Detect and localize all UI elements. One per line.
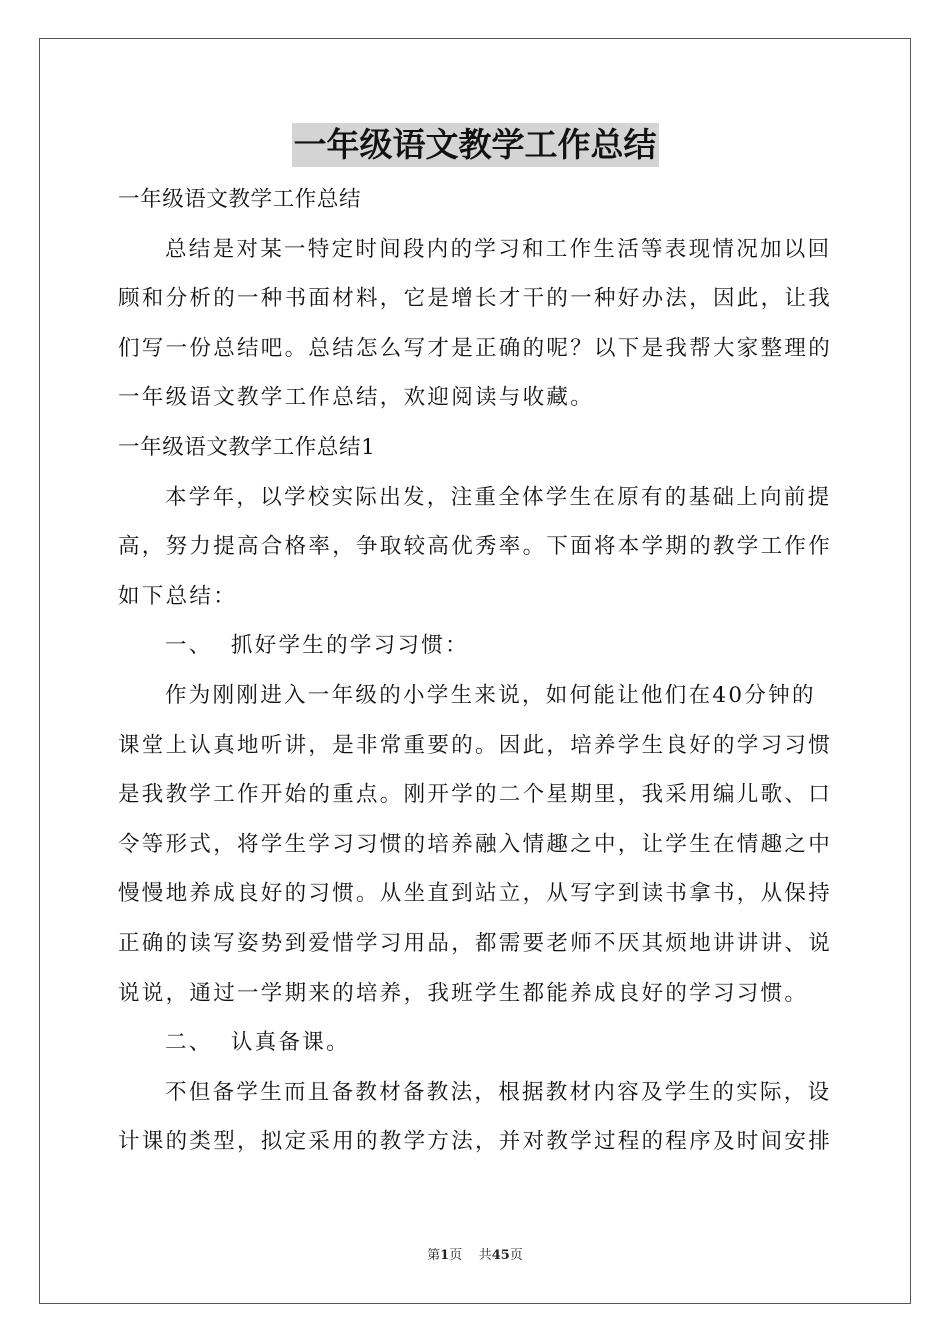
footer-total-suffix: 页 [509, 1248, 523, 1263]
page-footer [0, 1247, 950, 1265]
paragraph-line: 总结是对某一特定时间段内的学习和工作生活等表现情况加以回 [165, 236, 832, 262]
paragraph-line: 顾和分析的一种书面材料，它是增长才干的一种好办法，因此，让我 [118, 286, 833, 312]
paragraph-line: 们写一份总结吧。总结怎么写才是正确的呢？以下是我帮大家整理的 [118, 335, 833, 361]
paragraph-line: 高，努力提高合格率，争取较高优秀率。下面将本学期的教学工作作 [118, 534, 833, 560]
section-heading: 一年级语文教学工作总结1 [118, 434, 376, 460]
paragraph-line: 一年级语文教学工作总结，欢迎阅读与收藏。 [118, 385, 595, 411]
subtitle-line: 一年级语文教学工作总结 [118, 187, 362, 212]
paragraph-line: 计课的类型，拟定采用的教学方法，并对教学过程的程序及时间安排 [118, 1129, 833, 1155]
paragraph-line: 本学年，以学校实际出发，注重全体学生在原有的基础上向前提 [165, 484, 832, 510]
paragraph-line: 如下总结： [118, 583, 238, 609]
paragraph-line: 慢慢地养成良好的习惯。从坐直到站立，从写字到读书拿书，从保持 [118, 881, 833, 907]
paragraph-line: 正确的读写姿势到爱惜学习用品，都需要老师不厌其烦地讲讲讲、说 [118, 930, 833, 956]
paragraph-line: 不但备学生而且备教材备教法，根据教材内容及学生的实际，设 [165, 1079, 832, 1105]
footer-total-prefix: 共 [478, 1248, 492, 1263]
paragraph-line: 课堂上认真地听讲，是非常重要的。因此，培养学生良好的学习习惯 [118, 732, 833, 758]
title-area [0, 123, 950, 167]
paragraph-line: 令等形式，将学生学习习惯的培养融入情趣之中，让学生在情趣之中 [118, 831, 833, 857]
document-title: 一年级语文教学工作总结 [292, 123, 659, 167]
paragraph-line: 是我教学工作开始的重点。刚开学的二个星期里，我采用编儿歌、口 [118, 782, 833, 808]
paragraph-line: 作为刚刚进入一年级的小学生来说，如何能让他们在40分钟的 [165, 682, 816, 708]
footer-page-prefix: 第 [427, 1248, 441, 1263]
numbered-heading: 二、 认真备课。 [165, 1030, 350, 1056]
footer-page-number: 1 [440, 1248, 450, 1263]
numbered-heading: 一、 抓好学生的学习习惯： [165, 633, 469, 659]
paragraph-line: 说说，通过一学期来的培养，我班学生都能养成良好的学习习惯。 [118, 980, 809, 1006]
footer-page-suffix: 页 [449, 1248, 463, 1263]
footer-total-pages: 45 [491, 1248, 510, 1263]
document-body [118, 175, 834, 1167]
